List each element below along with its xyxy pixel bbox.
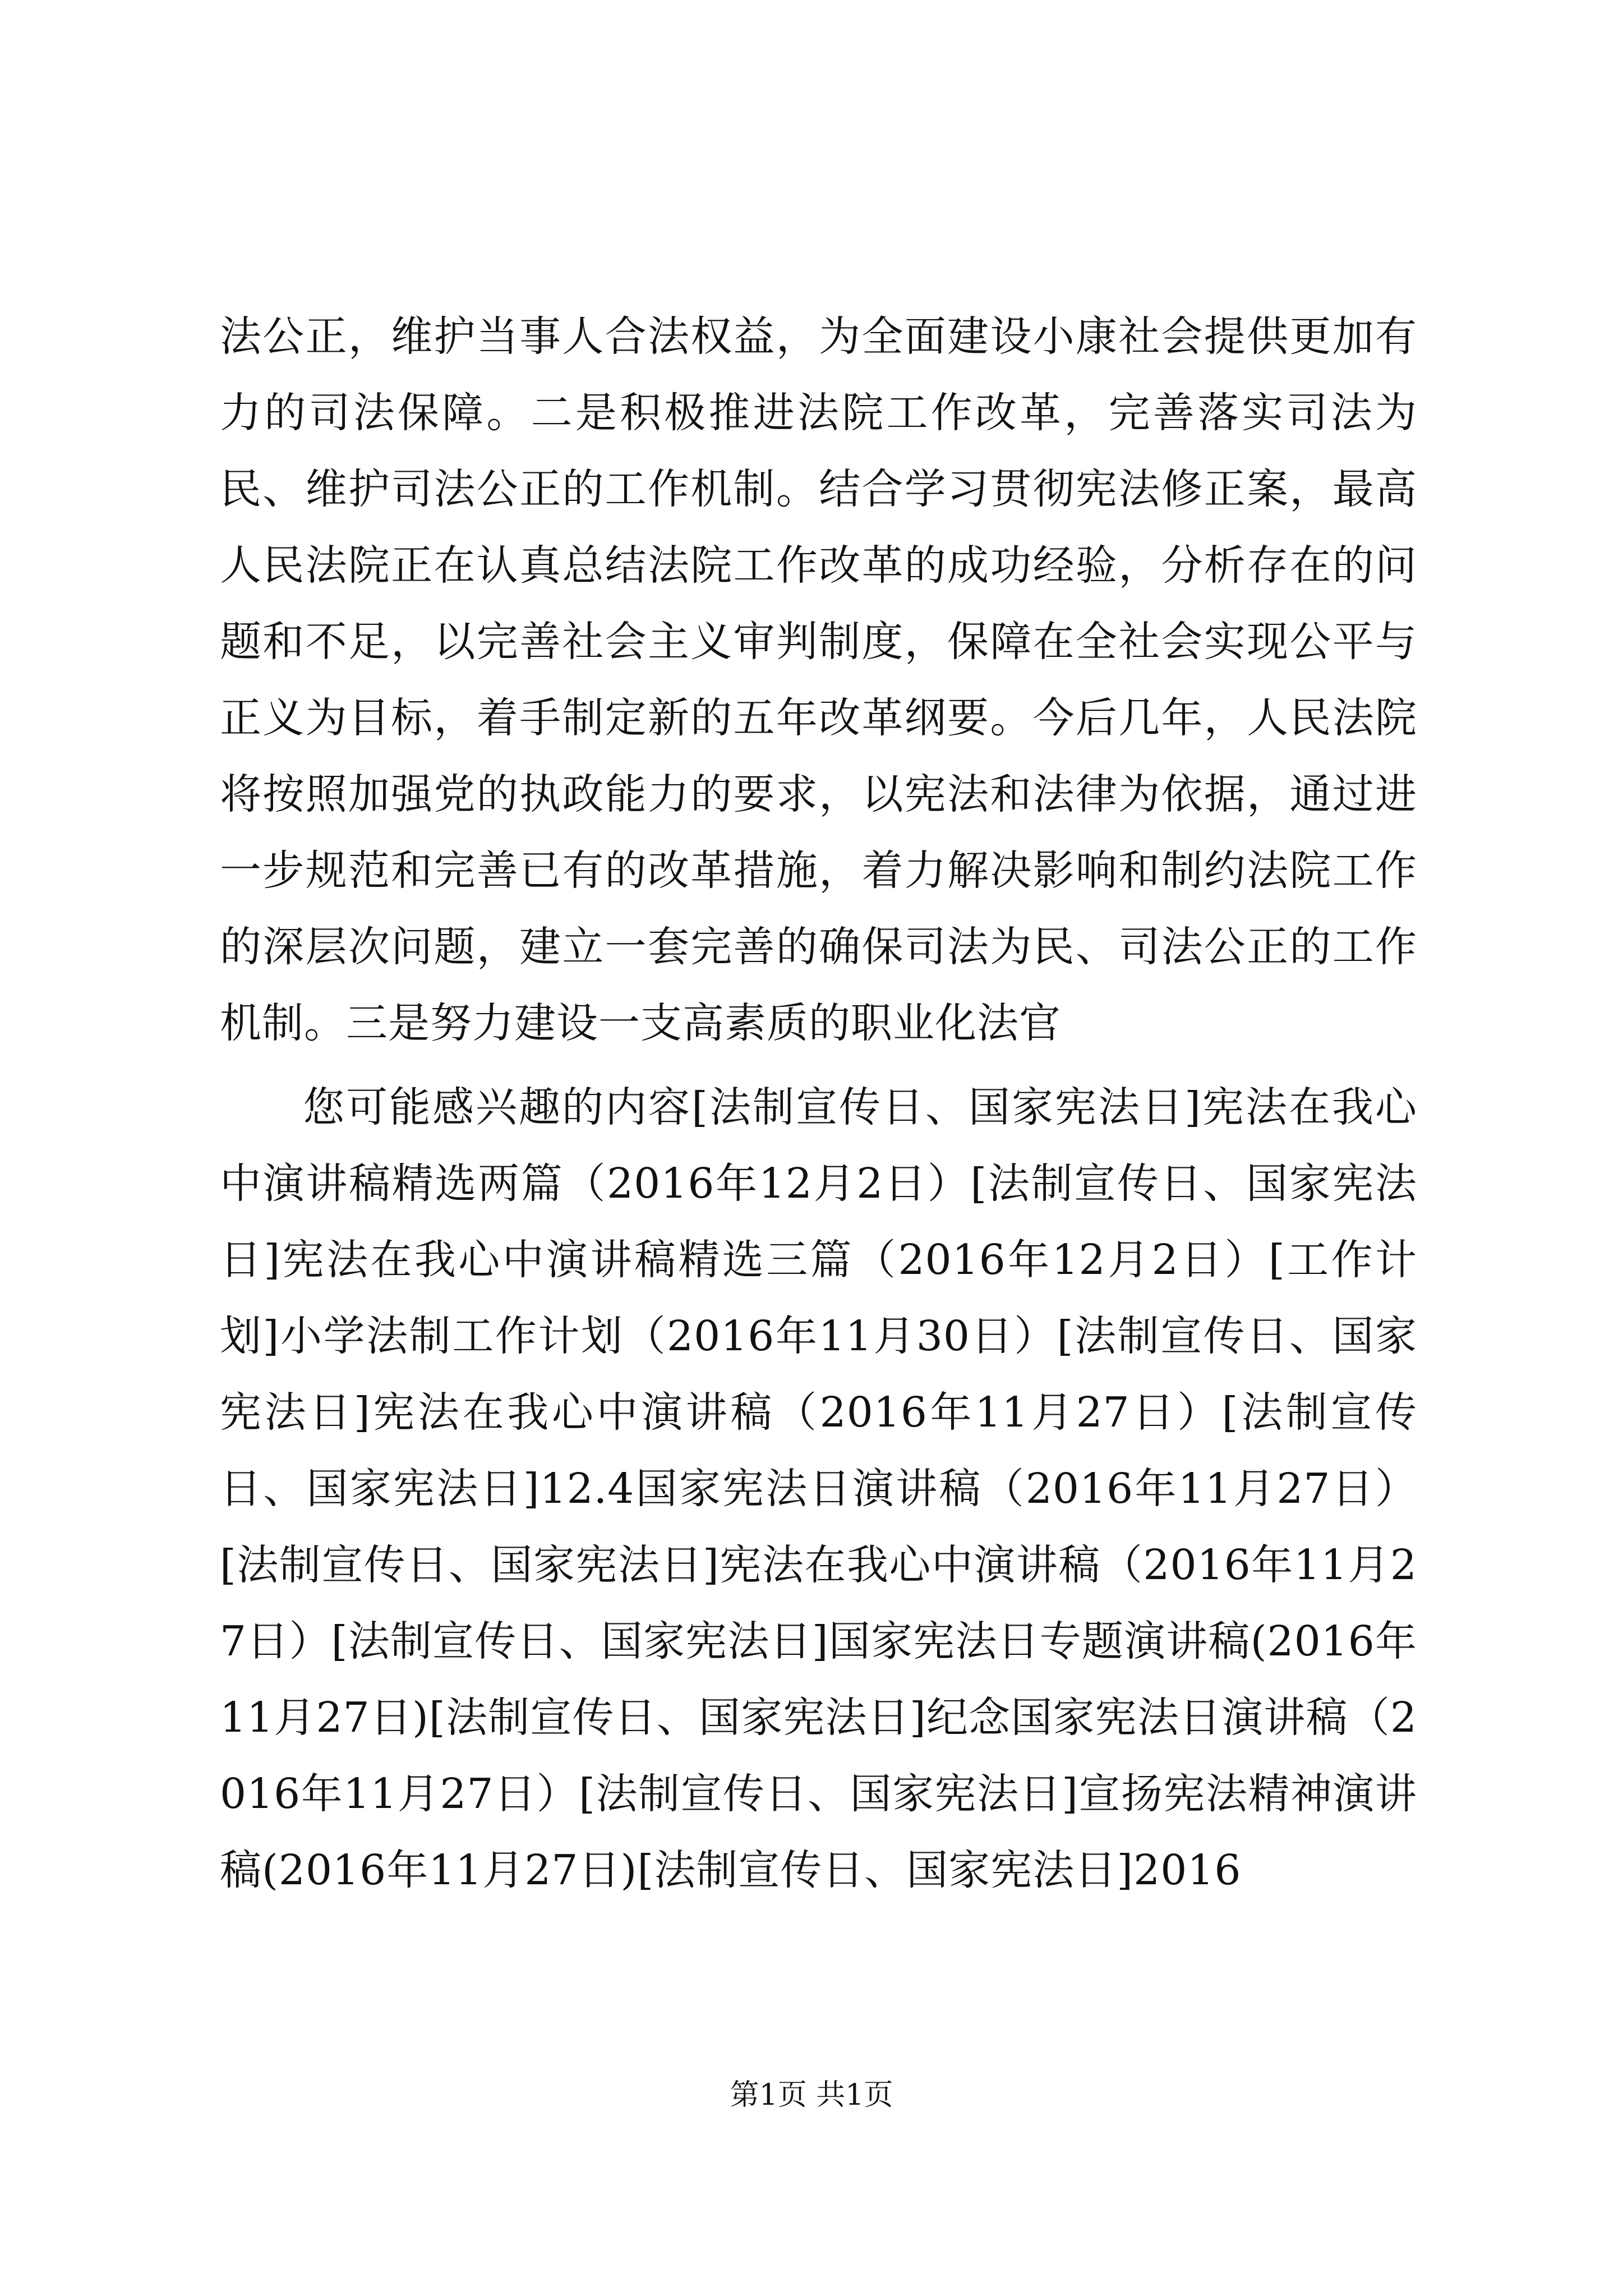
related-content-paragraph: 您可能感兴趣的内容[法制宣传日、国家宪法日]宪法在我心中演讲稿精选两篇（2016年12月2日）[法制宣传日、国家宪法日]宪法在我心中演讲稿精选三篇（2016年12月2日）[工作计划]小学法制工作计划（2016年11月30日）[法制宣传日、国家宪法日]宪法在我心中演讲稿（2016年11月27日）[法制宣传日、国家宪法日]12.4国家宪法日演讲稿（2016年11月27日）[法制宣传日、国家宪法日]宪法在我心中演讲稿（2016年11月27日）[法制宣传日、国家宪法日]国家宪法日专题演讲稿(2016年11月27日)[法制宣传日、国家宪法日]纪念国家宪法日演讲稿（2016年11月27日）[法制宣传日、国家宪法日]宣扬宪法精神演讲稿(2016年11月27日)[法制宣传日、国家宪法日]2016 [220,1083,1417,1894]
document-body [220,298,1417,1908]
body-paragraph-1: 法公正，维护当事人合法权益，为全面建设小康社会提供更加有力的司法保障。二是积极推进法院工作改革，完善落实司法为民、维护司法公正的工作机制。结合学习贯彻宪法修正案，最高人民法院正在认真总结法院工作改革的成功经验，分析存在的问题和不足，以完善社会主义审判制度，保障在全社会实现公平与正义为目标，着手制定新的五年改革纲要。今后几年，人民法院将按照加强党的执政能力的要求，以宪法和法律为依据，通过进一步规范和完善已有的改革措施，着力解决影响和制约法院工作的深层次问题，建立一套完善的确保司法为民、司法公正的工作机制。三是努力建设一支高素质的职业化法官 [220,312,1417,1047]
page-footer: 第1页 共1页 [730,2078,893,2112]
